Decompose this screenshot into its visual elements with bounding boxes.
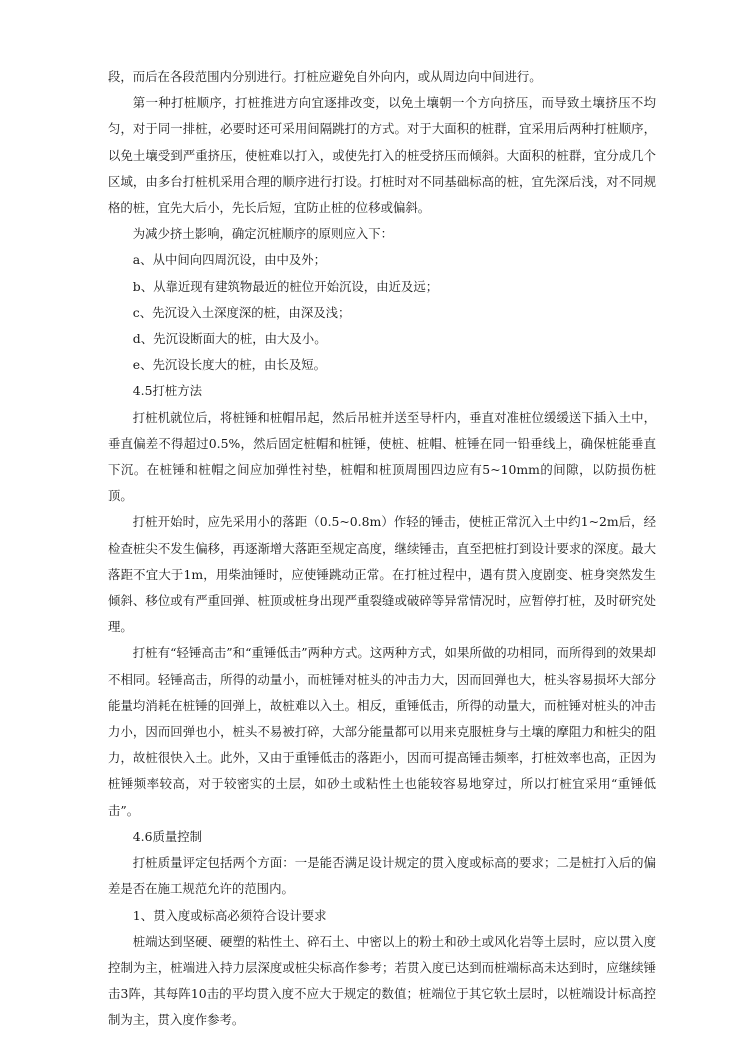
list-item-b: b、从靠近现有建筑物最近的桩位开始沉设，由近及远； — [132, 278, 439, 294]
paragraph-principles-intro: 为减少挤土影响，确定沉桩顺序的原则应入下： — [132, 226, 393, 242]
paragraph-positioning: 打桩机就位后，将桩锤和桩帽吊起，然后吊桩并送至导杆内，垂直对准桩位缓缓送下插入土中，垂直偏差不得超过0.5%，然后固定桩帽和桩锤，使桩、桩帽、桩锤在同一铅垂线上，确保桩能垂直下沉。在桩锤和桩帽之间应加弹性衬垫，桩帽和桩顶周围四边应有5~10mm的间隙，以防损伤桩顶。 — [108, 409, 656, 504]
paragraph-penetration-control: 桩端达到坚硬、硬塑的粘性土、碎石土、中密以上的粉土和砂土或风化岩等土层时，应以贯入度控制为主，桩端进入持力层深度或桩尖标高作参考；若贯入度已达到而桩端标高未达到时，应继续锤击3阵，其每阵10击的平均贯入度不应大于规定的数值；桩端位于其它软土层时，以桩端设计标高控制为主，贯入度作参考。 — [108, 933, 656, 1028]
section-heading-4-5: 4.5打桩方法 — [132, 383, 203, 399]
paragraph-pile-driving-order: 第一种打桩顺序，打桩推进方向宜逐排改变，以免土壤朝一个方向挤压，而导致土壤挤压不均匀，对于同一排桩，必要时还可采用间隔跳打的方式。对于大面积的桩群，宜采用后两种打桩顺序，以免土壤受到严重挤压，使桩难以打入，或使先打入的桩受挤压而倾斜。大面积的桩群，宜分成几个区域，由多台打桩机采用合理的顺序进行打设。打桩时对不同基础标高的桩，宜先深后浅，对不同规格的桩，宜先大后小，先长后短，宜防止桩的位移或偏斜。 — [108, 95, 656, 216]
list-item-a: a、从中间向四周沉设，由中及外； — [132, 252, 327, 268]
subheading-penetration: 1、贯入度或标高必须符合设计要求 — [132, 907, 327, 923]
list-item-d: d、先沉设断面大的桩，由大及小。 — [132, 331, 327, 347]
paragraph-hammer-methods: 打桩有“轻锤高击”和“重锤低击”两种方式。这两种方式，如果所做的功相同，而所得到的效果却不相同。轻锤高击，所得的动量小，而桩锤对桩头的冲击力大，因而回弹也大，桩头容易损坏大部分能量均消耗在桩锤的回弹上，故桩难以入土。相反，重锤低击，所得的动量大，而桩锤对桩头的冲击力小，因而回弹也小，桩头不易被打碎，大部分能量都可以用来克服桩身与土壤的摩阻力和桩尖的阻力，故桩很快入土。此外，又由于重锤低击的落距小，因而可提高锤击频率，打桩效率也高，正因为桩锤频率较高，对于较密实的土层，如砂土或粘性土也能较容易地穿过，所以打桩宜采用“重锤低击”。 — [108, 645, 656, 818]
document-page — [108, 64, 656, 1034]
list-item-e: e、先沉设长度大的桩，由长及短。 — [132, 357, 326, 373]
paragraph-continuation: 段，而后在各段范围内分别进行。打桩应避免自外向内，或从周边向中间进行。 — [108, 69, 542, 84]
paragraph-quality-evaluation: 打桩质量评定包括两个方面：一是能否满足设计规定的贯入度或标高的要求；二是桩打入后的偏差是否在施工规范允许的范围内。 — [108, 855, 656, 897]
paragraph-drop-height: 打桩开始时，应先采用小的落距（0.5~0.8m）作轻的锤击，使桩正常沉入土中约1~2m后，经检查桩尖不发生偏移，再逐渐增大落距至规定高度，继续锤击，直至把桩打到设计要求的深度。最大落距不宜大于1m，用柴油锤时，应使锤跳动正常。在打桩过程中，遇有贯入度剧变、桩身突然发生倾斜、移位或有严重回弹、桩顶或桩身出现严重裂缝或破碎等异常情况时，应暂停打桩，及时研究处理。 — [108, 514, 656, 635]
list-item-c: c、先沉设入土深度深的桩，由深及浅； — [132, 304, 351, 320]
section-heading-4-6: 4.6质量控制 — [132, 828, 203, 844]
